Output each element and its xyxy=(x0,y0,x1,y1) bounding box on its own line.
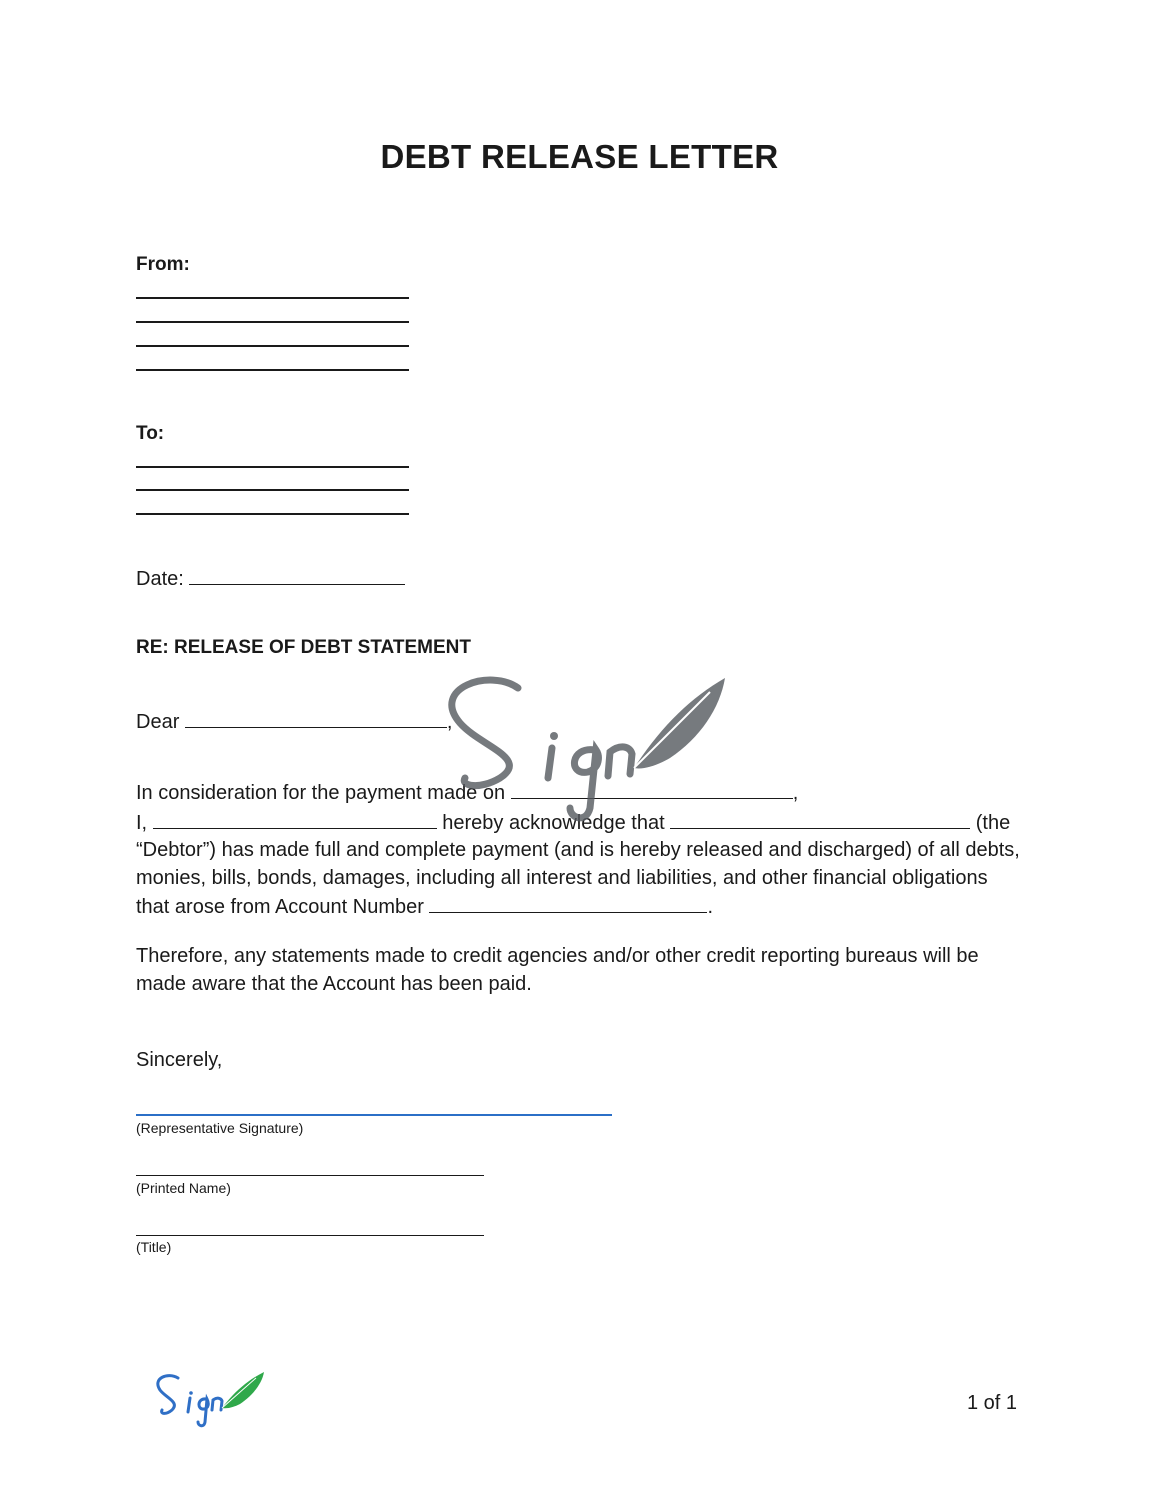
from-label: From: xyxy=(136,254,190,275)
from-line-1[interactable] xyxy=(136,297,409,299)
title-caption: (Title) xyxy=(136,1239,172,1255)
re-line: RE: RELEASE OF DEBT STATEMENT xyxy=(136,637,471,658)
from-line-2[interactable] xyxy=(136,321,409,323)
acknowledge-text: hereby acknowledge that xyxy=(442,811,665,834)
salutation-text: Dear xyxy=(136,711,180,733)
credit-agencies-paragraph: Therefore, any statements made to credit agencies and/or other credit reporting bureaus will be made aware that the Account has been paid. xyxy=(136,945,979,995)
page-number: 1 of 1 xyxy=(966,1392,1017,1414)
creditor-name-field[interactable] xyxy=(153,808,437,829)
printed-name-line[interactable] xyxy=(136,1175,484,1176)
date-label: Date: xyxy=(136,568,184,590)
date-field[interactable] xyxy=(189,564,405,585)
title-line[interactable] xyxy=(136,1235,484,1236)
signature-caption: (Representative Signature) xyxy=(136,1120,304,1136)
printed-name-caption: (Printed Name) xyxy=(136,1180,231,1196)
document-title: DEBT RELEASE LETTER xyxy=(380,138,779,175)
recipient-name-field[interactable] xyxy=(185,707,447,728)
sign-footer-logo-icon xyxy=(150,1368,268,1430)
pronoun-text: I, xyxy=(136,811,148,834)
to-line-1[interactable] xyxy=(136,466,409,468)
release-paragraph: In consideration for the payment made on , I, hereby acknowledge that (the “Debtor”) has made full and complete payment (and is hereby released and discharged) of all debts, monies, bills, bonds, damages, including all interest and liabilities, and other financial obligations that arose from Account Number . xyxy=(136,778,1026,922)
account-number-field[interactable] xyxy=(429,892,707,913)
to-line-2[interactable] xyxy=(136,489,409,491)
sign-watermark-icon xyxy=(420,668,740,828)
debtor-clause-text: (the “Debtor”) has made full and complete payment (and is hereby released and discharged) of all debts, monies, bills, bonds, damages, including all interest and liabilities, and other financial obligations that arose from Account Number xyxy=(136,811,1020,918)
from-line-3[interactable] xyxy=(136,345,409,347)
closing-text: Sincerely, xyxy=(136,1049,223,1071)
to-line-3[interactable] xyxy=(136,513,409,515)
to-label: To: xyxy=(136,423,165,444)
from-line-4[interactable] xyxy=(136,369,409,371)
date-row xyxy=(136,564,405,593)
payment-intro-text: In consideration for the payment made on xyxy=(136,782,506,804)
salutation-row: Dear , xyxy=(136,707,452,736)
signature-line[interactable] xyxy=(136,1114,612,1116)
